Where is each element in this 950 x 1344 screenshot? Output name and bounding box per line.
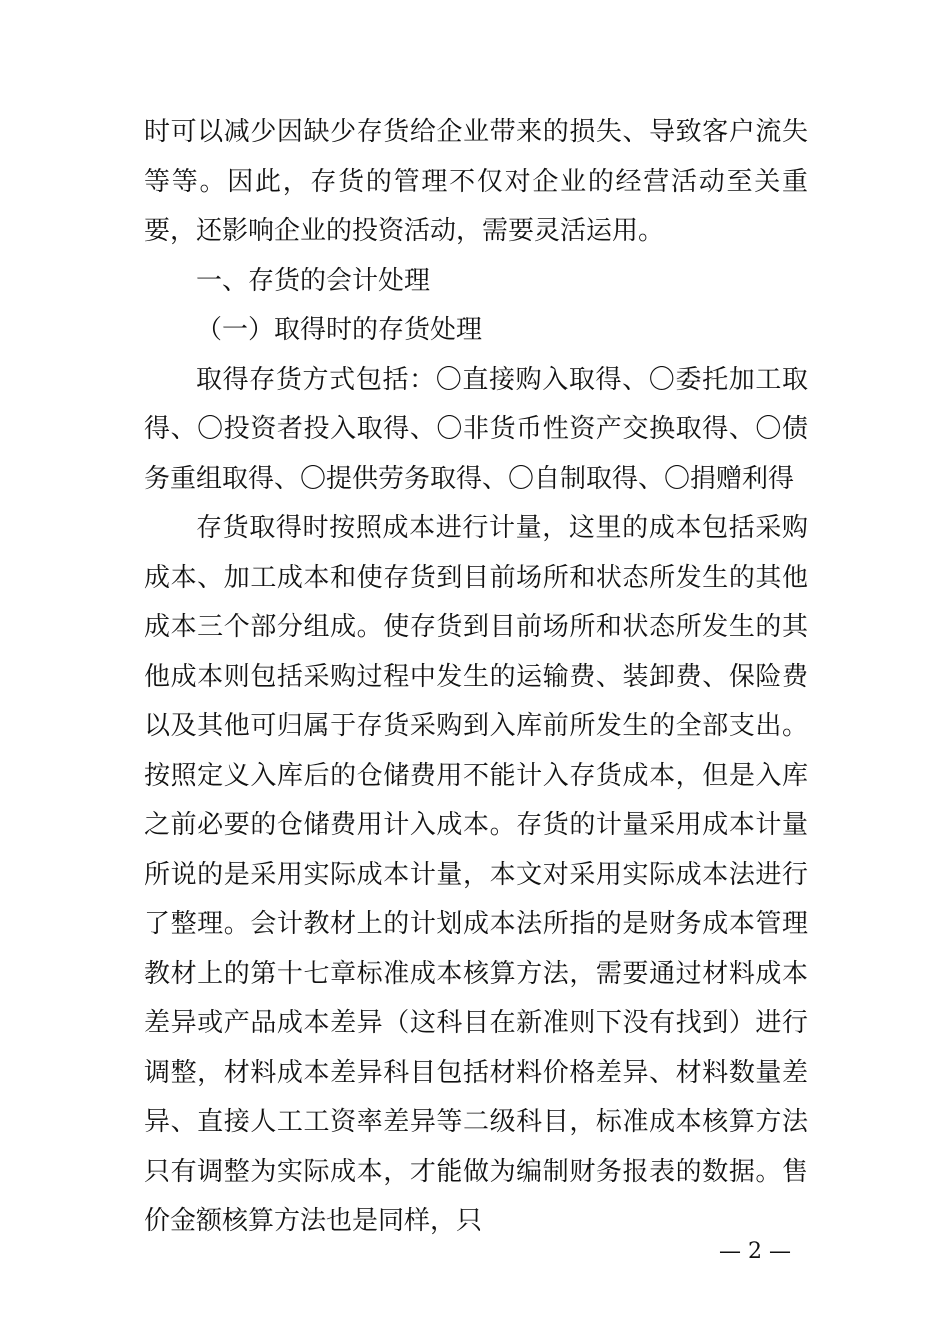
paragraph-acquisition-methods: 取得存货方式包括：〇直接购入取得、〇委托加工取得、〇投资者投入取得、〇非货币性资产交换取得、〇债务重组取得、〇提供劳务取得、〇自制取得、〇捐赠利得	[144, 364, 808, 494]
page-number: — 2 —	[719, 1239, 791, 1264]
paragraph-cost-measurement: 存货取得时按照成本进行计量，这里的成本包括采购成本、加工成本和使存货到目前场所和状态所发生的其他成本三个部分组成。使存货到目前场所和状态所发生的其他成本则包括采购过程中发生的运输费、装卸费、保险费以及其他可归属于存货采购到入库前所发生的全部支出。按照定义入库后的仓储费用不能计入存货成本，但是入库之前必要的仓储费用计入成本。存货的计量采用成本计量所说的是采用实际成本计量，本文对采用实际成本法进行了整理。会计教材上的计划成本法所指的是财务成本管理教材上的第十七章标准成本核算方法，需要通过材料成本差异或产品成本差异（这科目在新准则下没有找到）进行调整，材料成本差异科目包括材料价格差异、材料数量差异、直接人工工资率差异等二级科目，标准成本核算方法只有调整为实际成本，才能做为编制财务报表的数据。售价金额核算方法也是同样，只	[144, 513, 808, 1236]
section-heading: 一、存货的会计处理	[196, 265, 431, 296]
document-body	[144, 108, 808, 1247]
paragraph-continuation: 时可以减少因缺少存货给企业带来的损失、导致客户流失等等。因此，存货的管理不仅对企业的经营活动至关重要，还影响企业的投资活动，需要灵活运用。	[144, 117, 808, 246]
subsection-heading: （一）取得时的存货处理	[196, 315, 483, 345]
